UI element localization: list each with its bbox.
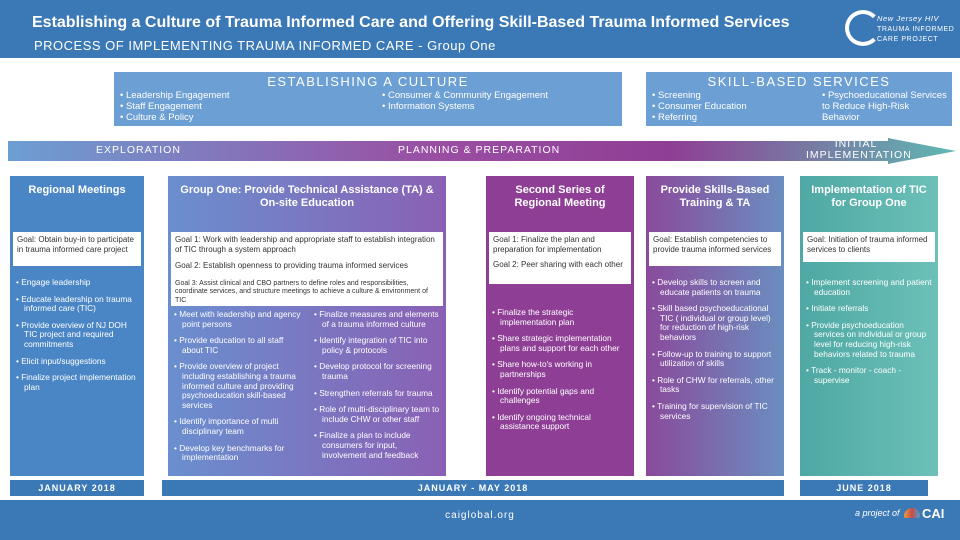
list-item: • Identify integration of TIC into policy & protocols xyxy=(314,336,442,355)
cai-logo-icon xyxy=(904,508,920,518)
skills-left-list xyxy=(652,90,747,123)
list-item: • Implement screening and patient education xyxy=(806,278,934,297)
logo-line-1: New Jersey HIV xyxy=(877,14,940,23)
footer-project-text: a project of xyxy=(855,508,900,518)
list-item: • Elicit input/suggestions xyxy=(16,357,140,367)
skills-training-column xyxy=(646,176,784,476)
list-item: • Follow-up to training to support utilization of skills xyxy=(652,350,780,369)
header-banner xyxy=(0,0,960,58)
list-item: • Provide overview of project including establishing a trauma informed culture and providing psychoeducation skill-based services xyxy=(174,362,302,410)
njhiv-logo xyxy=(845,8,955,56)
timeline-january: JANUARY 2018 xyxy=(10,480,144,496)
column-title: Implementation of TIC for Group One xyxy=(811,184,927,209)
list-item: • Screening xyxy=(652,90,747,101)
list-item: • Provide psychoeducation services on individual or group level for reducing high-risk behaviors related to trauma xyxy=(806,321,934,359)
list-item: • Finalize project implementation plan xyxy=(16,373,140,392)
list-item: • Track - monitor - coach - supervise xyxy=(806,366,934,385)
list-item: • Identify ongoing technical assistance support xyxy=(492,413,630,432)
logo-line-3: CARE PROJECT xyxy=(877,36,939,43)
list-item: • Share strategic implementation plans and support for each other xyxy=(492,334,630,353)
goal-2: Goal 2: Establish openness to providing trauma informed services xyxy=(175,261,409,270)
logo-circle-icon xyxy=(845,10,881,46)
skills-training-goal: Goal: Establish competencies to provide trauma informed services xyxy=(649,232,781,266)
phase-planning: PLANNING & PREPARATION xyxy=(398,144,561,156)
list-item: • Meet with leadership and agency point persons xyxy=(174,310,302,329)
group-one-right-bullets xyxy=(314,310,442,467)
list-item: • Culture & Policy xyxy=(120,112,230,123)
list-item: • Identify importance of multi disciplinary team xyxy=(174,417,302,436)
culture-left-list xyxy=(120,90,230,123)
group-one-left-bullets xyxy=(174,310,302,470)
timeline-january-may: JANUARY - MAY 2018 xyxy=(162,480,784,496)
column-title: Second Series of Regional Meeting xyxy=(514,184,606,209)
implementation-column xyxy=(800,176,938,476)
list-item: • Consumer & Community Engagement xyxy=(382,90,548,101)
group-one-goals xyxy=(171,232,443,306)
column-title: Provide Skills-Based Training & TA xyxy=(660,184,770,209)
skills-band xyxy=(646,72,952,126)
list-item: • Identify potential gaps and challenges xyxy=(492,387,630,406)
list-item: • Provide overview of NJ DOH TIC project and required commitments xyxy=(16,321,140,350)
regional-bullets xyxy=(16,278,140,399)
list-item: • Information Systems xyxy=(382,101,548,112)
implementation-goal: Goal: Initiation of trauma informed services to clients xyxy=(803,232,935,262)
list-item: • Staff Engagement xyxy=(120,101,230,112)
list-item: • Skill based psychoeducational TIC ( individual or group level) for reduction of high-risk behaviors xyxy=(652,304,780,342)
list-item: • Finalize the strategic implementation plan xyxy=(492,308,630,327)
list-item: • Share how-to's working in partnerships xyxy=(492,360,630,379)
list-item: • Training for supervision of TIC services xyxy=(652,402,780,421)
list-item: • Role of multi-disciplinary team to include CHW or other staff xyxy=(314,405,442,424)
goal-3: Goal 3: Assist clinical and CBO partners to define roles and responsibilities, coordinate services, and structure meetings to achieve a culture & environment of TIC xyxy=(175,279,428,304)
list-item: • Psychoeducational Services to Reduce High-Risk Behavior xyxy=(822,90,948,123)
list-item: • Referring xyxy=(652,112,747,123)
list-item: • Develop key benchmarks for implementation xyxy=(174,444,302,463)
goal-2: Goal 2: Peer sharing with each other xyxy=(493,260,623,269)
list-item: • Leadership Engagement xyxy=(120,90,230,101)
phase-arrow xyxy=(8,138,958,164)
list-item: • Finalize a plan to include consumers for input, involvement and feedback xyxy=(314,431,442,460)
list-item: • Initiate referrals xyxy=(806,304,934,314)
second-series-column xyxy=(486,176,634,476)
second-series-bullets xyxy=(492,308,630,439)
culture-right-list xyxy=(382,90,548,112)
goal-1: Goal 1: Finalize the plan and preparation for implementation xyxy=(493,235,602,254)
list-item: • Provide education to all staff about TIC xyxy=(174,336,302,355)
skills-right-list xyxy=(822,90,948,123)
list-item: • Develop skills to screen and educate patients on trauma xyxy=(652,278,780,297)
culture-heading: ESTABLISHING A CULTURE xyxy=(267,74,469,89)
column-title: Group One: Provide Technical Assistance (TA) & On-site Education xyxy=(180,184,434,209)
list-item: • Develop protocol for screening trauma xyxy=(314,362,442,381)
regional-goal: Goal: Obtain buy-in to participate in trauma informed care project xyxy=(13,232,141,266)
footer-bar xyxy=(0,500,960,540)
phase-initial: INITIAL IMPLEMENTATION xyxy=(806,138,912,161)
regional-meetings-column xyxy=(10,176,144,476)
column-title: Regional Meetings xyxy=(28,184,126,196)
phase-exploration: EXPLORATION xyxy=(96,144,181,156)
skills-heading: SKILL-BASED SERVICES xyxy=(707,74,891,89)
list-item: • Role of CHW for referrals, other tasks xyxy=(652,376,780,395)
page-subtitle: PROCESS OF IMPLEMENTING TRAUMA INFORMED CARE - Group One xyxy=(34,38,496,53)
list-item: • Consumer Education xyxy=(652,101,747,112)
group-one-column xyxy=(168,176,446,476)
footer-url: caiglobal.org xyxy=(445,510,515,521)
second-series-goals xyxy=(489,232,631,284)
implementation-bullets xyxy=(806,278,934,392)
list-item: • Strengthen referrals for trauma xyxy=(314,389,442,399)
timeline-june: JUNE 2018 xyxy=(800,480,928,496)
list-item: • Educate leadership on trauma informed care (TIC) xyxy=(16,295,140,314)
skills-training-bullets xyxy=(652,278,780,428)
cai-brand: CAI xyxy=(922,506,945,521)
list-item: • Engage leadership xyxy=(16,278,140,288)
page-title: Establishing a Culture of Trauma Informed Care and Offering Skill-Based Trauma Informed Services xyxy=(32,14,790,31)
logo-line-2: TRAUMA INFORMED xyxy=(877,26,955,33)
culture-band xyxy=(114,72,622,126)
list-item: • Finalize measures and elements of a trauma informed culture xyxy=(314,310,442,329)
goal-1: Goal 1: Work with leadership and appropriate staff to establish integration of TIC through a system approach xyxy=(175,235,435,254)
